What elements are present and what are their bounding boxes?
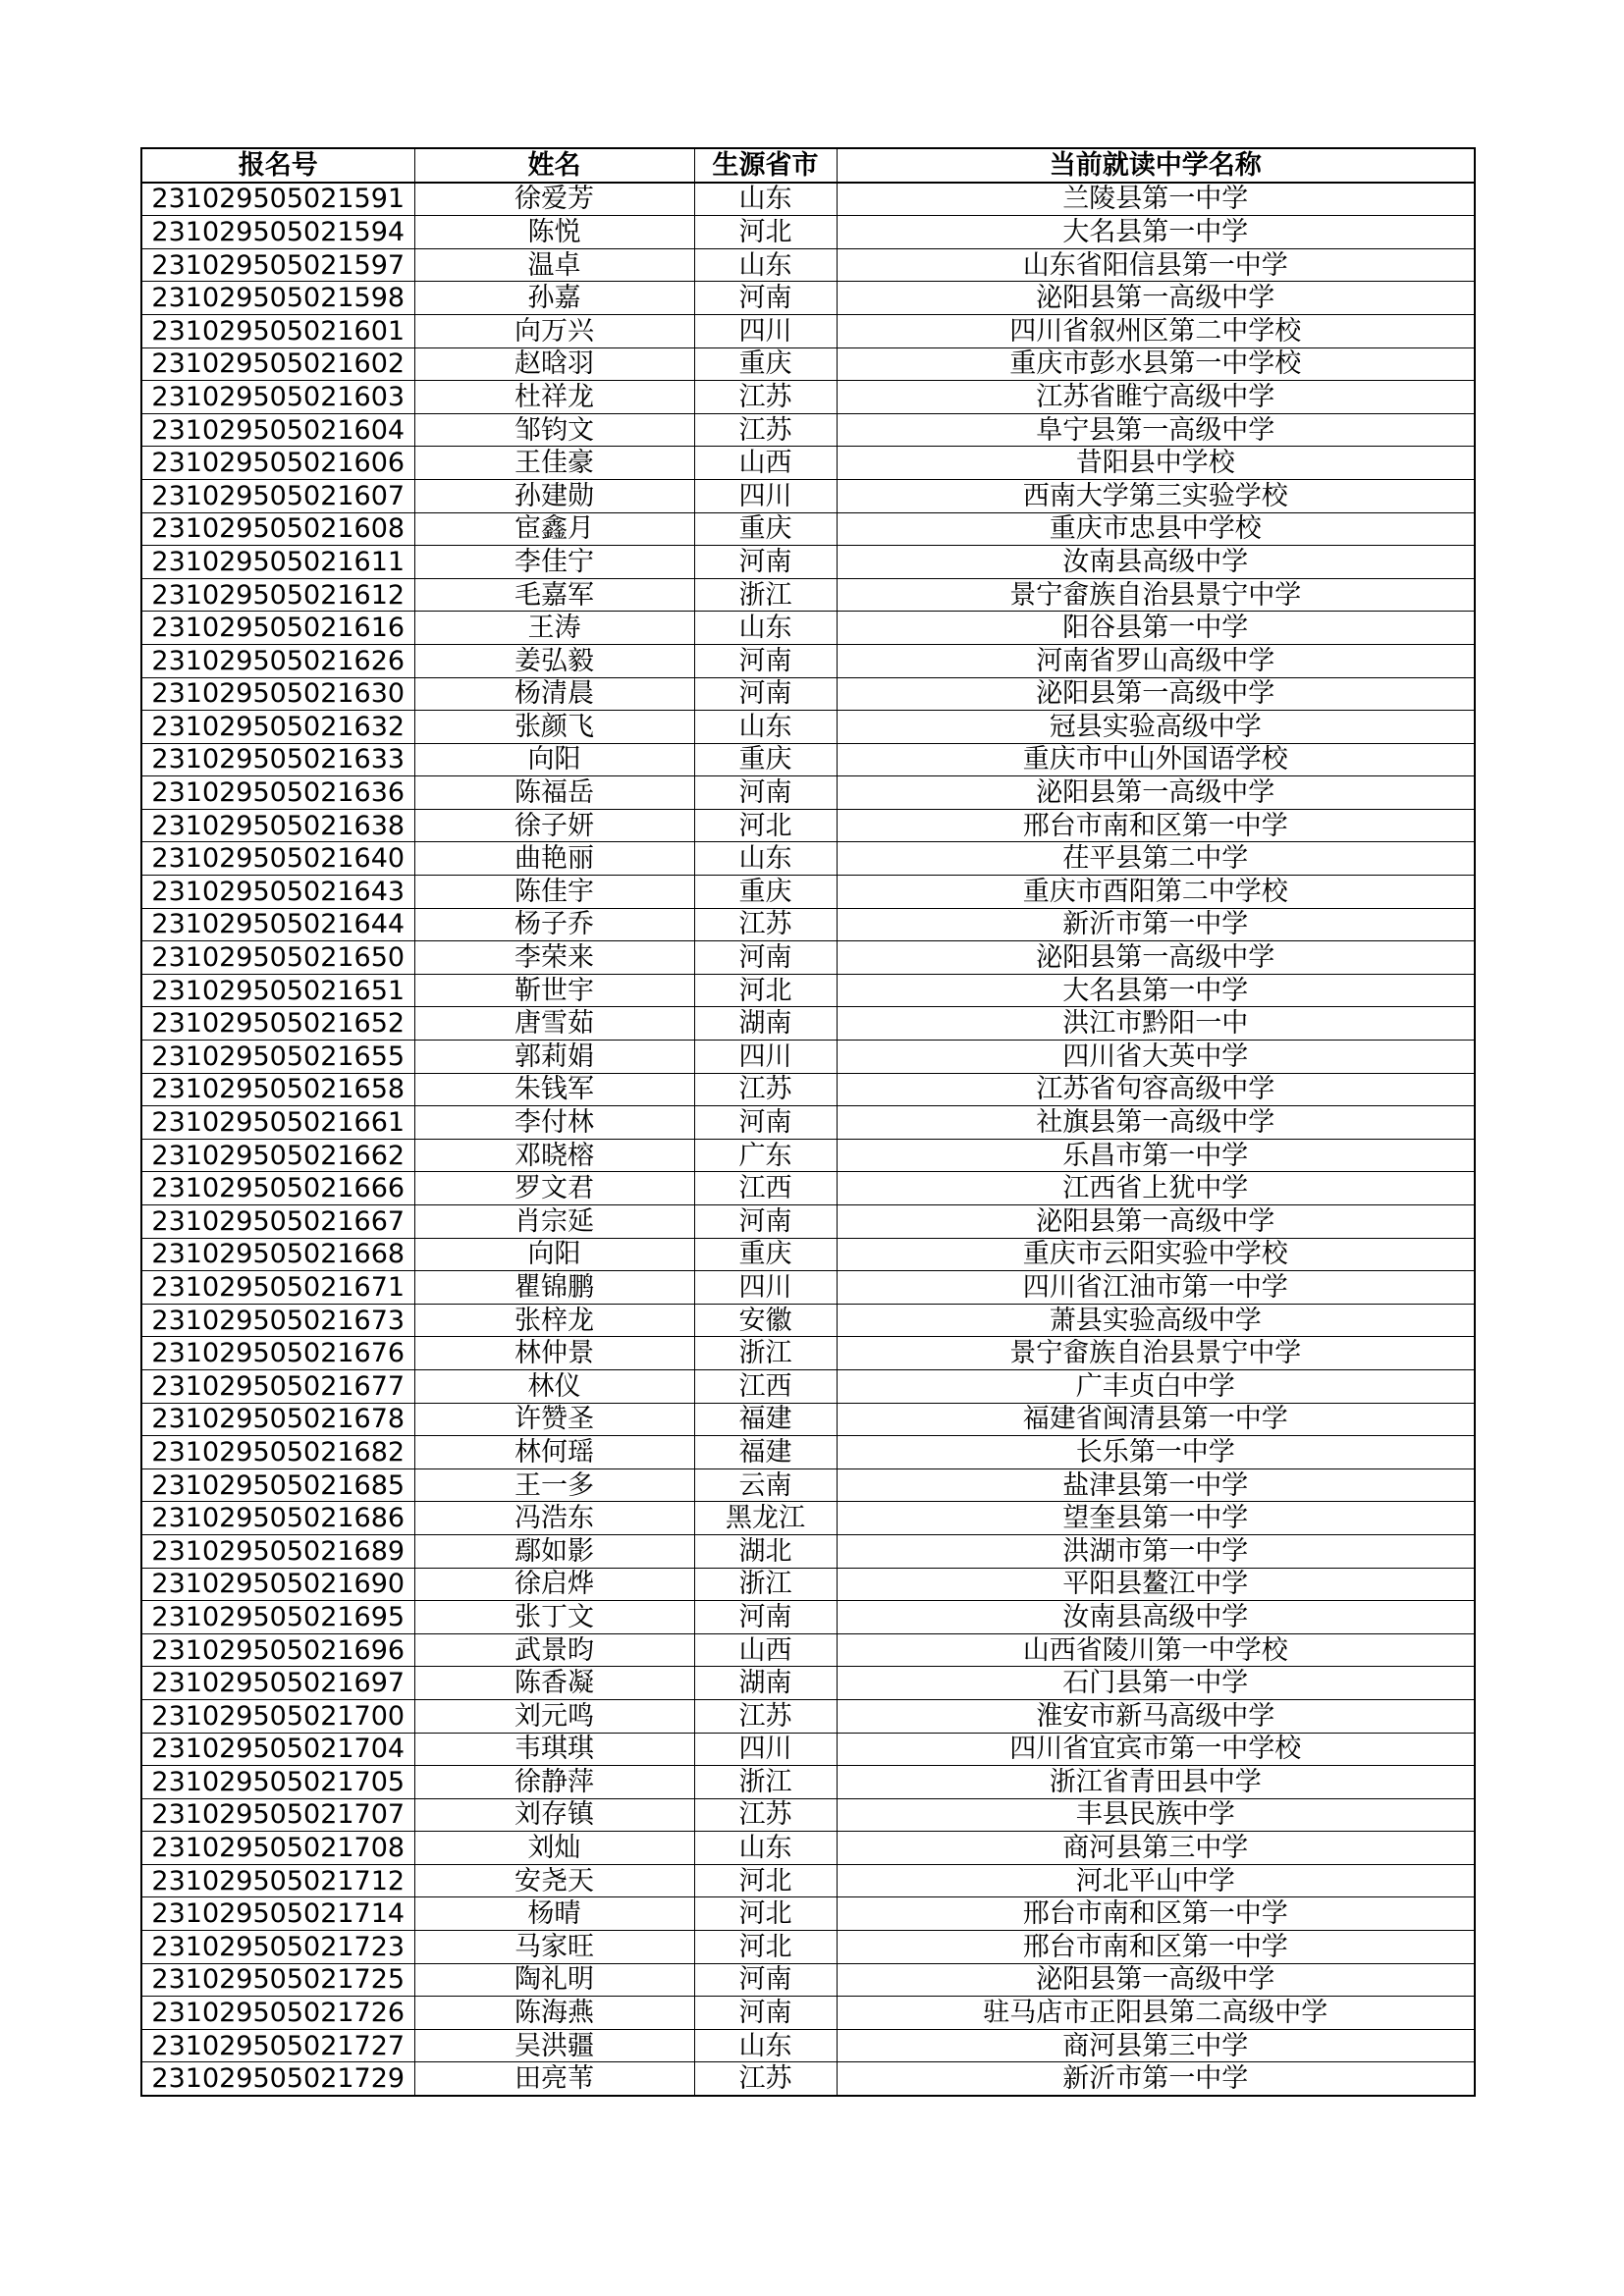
cell-name: 杨子乔 (414, 908, 694, 941)
cell-province: 山东 (694, 612, 837, 645)
cell-province: 河南 (694, 1997, 837, 2030)
table-row (141, 1832, 1475, 1865)
cell-name: 向阳 (414, 1238, 694, 1271)
table-row (141, 1436, 1475, 1469)
cell-name: 刘存镇 (414, 1798, 694, 1832)
cell-province: 江苏 (694, 413, 837, 447)
cell-province: 河北 (694, 1864, 837, 1897)
cell-registration-number: 231029505021729 (141, 2062, 414, 2096)
cell-province: 河南 (694, 644, 837, 677)
cell-province: 重庆 (694, 1238, 837, 1271)
cell-registration-number: 231029505021636 (141, 776, 414, 810)
cell-school: 汝南县高级中学 (837, 546, 1475, 579)
cell-name: 徐子妍 (414, 809, 694, 842)
cell-school: 重庆市云阳实验中学校 (837, 1238, 1475, 1271)
cell-province: 浙江 (694, 1337, 837, 1370)
cell-name: 孙建勋 (414, 479, 694, 512)
cell-school: 乐昌市第一中学 (837, 1139, 1475, 1172)
cell-province: 重庆 (694, 876, 837, 909)
cell-school: 盐津县第一中学 (837, 1468, 1475, 1502)
cell-registration-number: 231029505021686 (141, 1502, 414, 1535)
cell-registration-number: 231029505021658 (141, 1073, 414, 1106)
cell-registration-number: 231029505021638 (141, 809, 414, 842)
cell-school: 丰县民族中学 (837, 1798, 1475, 1832)
cell-registration-number: 231029505021725 (141, 1963, 414, 1997)
table-row (141, 1733, 1475, 1766)
cell-name: 田亮苇 (414, 2062, 694, 2096)
cell-name: 林何瑶 (414, 1436, 694, 1469)
cell-province: 四川 (694, 1271, 837, 1305)
cell-name: 许赞圣 (414, 1403, 694, 1436)
table-body (141, 183, 1475, 2096)
cell-school: 四川省叙州区第二中学校 (837, 314, 1475, 347)
cell-registration-number: 231029505021685 (141, 1468, 414, 1502)
table-row (141, 183, 1475, 216)
cell-registration-number: 231029505021662 (141, 1139, 414, 1172)
cell-province: 湖北 (694, 1534, 837, 1568)
cell-registration-number: 231029505021705 (141, 1766, 414, 1799)
cell-registration-number: 231029505021697 (141, 1667, 414, 1700)
cell-registration-number: 231029505021707 (141, 1798, 414, 1832)
cell-province: 浙江 (694, 1568, 837, 1601)
cell-province: 山东 (694, 2029, 837, 2062)
cell-name: 陈海燕 (414, 1997, 694, 2030)
table-row (141, 1997, 1475, 2030)
cell-province: 河南 (694, 546, 837, 579)
cell-province: 河北 (694, 216, 837, 249)
table-row (141, 941, 1475, 975)
cell-registration-number: 231029505021668 (141, 1238, 414, 1271)
cell-province: 江苏 (694, 908, 837, 941)
cell-registration-number: 231029505021726 (141, 1997, 414, 2030)
table-row (141, 347, 1475, 381)
table-row (141, 1139, 1475, 1172)
cell-name: 张丁文 (414, 1601, 694, 1634)
cell-school: 浙江省青田县中学 (837, 1766, 1475, 1799)
table-row (141, 1271, 1475, 1305)
cell-school: 石门县第一中学 (837, 1667, 1475, 1700)
cell-school: 新沂市第一中学 (837, 2062, 1475, 2096)
cell-name: 李佳宁 (414, 546, 694, 579)
cell-province: 山东 (694, 183, 837, 216)
cell-school: 洪江市黔阳一中 (837, 1007, 1475, 1041)
cell-school: 邢台市南和区第一中学 (837, 809, 1475, 842)
cell-school: 邢台市南和区第一中学 (837, 1897, 1475, 1931)
cell-school: 商河县第三中学 (837, 2029, 1475, 2062)
cell-name: 陈佳宇 (414, 876, 694, 909)
header-name: 姓名 (414, 148, 694, 183)
cell-province: 河南 (694, 1601, 837, 1634)
table-row (141, 1205, 1475, 1239)
cell-school: 大名县第一中学 (837, 974, 1475, 1007)
cell-name: 唐雪茹 (414, 1007, 694, 1041)
cell-school: 洪湖市第一中学 (837, 1534, 1475, 1568)
cell-name: 瞿锦鹏 (414, 1271, 694, 1305)
cell-name: 杜祥龙 (414, 381, 694, 414)
cell-registration-number: 231029505021682 (141, 1436, 414, 1469)
cell-province: 湖南 (694, 1667, 837, 1700)
cell-school: 河南省罗山高级中学 (837, 644, 1475, 677)
cell-school: 泌阳县第一高级中学 (837, 282, 1475, 315)
table-row (141, 1502, 1475, 1535)
cell-name: 徐启烨 (414, 1568, 694, 1601)
cell-school: 山西省陵川第一中学校 (837, 1633, 1475, 1667)
table-row (141, 2062, 1475, 2096)
cell-name: 曲艳丽 (414, 842, 694, 876)
cell-registration-number: 231029505021597 (141, 248, 414, 282)
cell-province: 河南 (694, 941, 837, 975)
cell-province: 河南 (694, 1106, 837, 1140)
cell-registration-number: 231029505021640 (141, 842, 414, 876)
cell-registration-number: 231029505021602 (141, 347, 414, 381)
cell-registration-number: 231029505021611 (141, 546, 414, 579)
cell-province: 河南 (694, 1963, 837, 1997)
cell-school: 新沂市第一中学 (837, 908, 1475, 941)
cell-name: 邓晓榕 (414, 1139, 694, 1172)
table-row (141, 1073, 1475, 1106)
cell-school: 阳谷县第一中学 (837, 612, 1475, 645)
cell-school: 重庆市忠县中学校 (837, 512, 1475, 546)
table-row (141, 1568, 1475, 1601)
cell-name: 宦鑫月 (414, 512, 694, 546)
cell-registration-number: 231029505021594 (141, 216, 414, 249)
table-row (141, 974, 1475, 1007)
cell-name: 杨清晨 (414, 677, 694, 711)
cell-registration-number: 231029505021671 (141, 1271, 414, 1305)
cell-school: 泌阳县第一高级中学 (837, 1205, 1475, 1239)
cell-province: 四川 (694, 1733, 837, 1766)
cell-name: 冯浩东 (414, 1502, 694, 1535)
cell-registration-number: 231029505021643 (141, 876, 414, 909)
cell-school: 重庆市酉阳第二中学校 (837, 876, 1475, 909)
cell-province: 河北 (694, 809, 837, 842)
cell-school: 广丰贞白中学 (837, 1369, 1475, 1403)
table-row (141, 1337, 1475, 1370)
cell-school: 驻马店市正阳县第二高级中学 (837, 1997, 1475, 2030)
cell-school: 重庆市中山外国语学校 (837, 743, 1475, 776)
cell-registration-number: 231029505021673 (141, 1304, 414, 1337)
cell-school: 社旗县第一高级中学 (837, 1106, 1475, 1140)
cell-province: 江苏 (694, 1699, 837, 1733)
cell-province: 浙江 (694, 1766, 837, 1799)
table-row (141, 1172, 1475, 1205)
cell-name: 张颜飞 (414, 711, 694, 744)
header-row (141, 148, 1475, 183)
header-province: 生源省市 (694, 148, 837, 183)
cell-registration-number: 231029505021606 (141, 447, 414, 480)
table-row (141, 711, 1475, 744)
table-row (141, 413, 1475, 447)
cell-school: 河北平山中学 (837, 1864, 1475, 1897)
cell-province: 河南 (694, 776, 837, 810)
cell-school: 四川省大英中学 (837, 1041, 1475, 1074)
cell-name: 王涛 (414, 612, 694, 645)
table-row (141, 1403, 1475, 1436)
cell-province: 江西 (694, 1172, 837, 1205)
cell-registration-number: 231029505021598 (141, 282, 414, 315)
cell-registration-number: 231029505021690 (141, 1568, 414, 1601)
cell-school: 山东省阳信县第一中学 (837, 248, 1475, 282)
cell-school: 商河县第三中学 (837, 1832, 1475, 1865)
cell-registration-number: 231029505021650 (141, 941, 414, 975)
cell-school: 四川省宜宾市第一中学校 (837, 1733, 1475, 1766)
cell-name: 安尧天 (414, 1864, 694, 1897)
cell-registration-number: 231029505021633 (141, 743, 414, 776)
cell-registration-number: 231029505021727 (141, 2029, 414, 2062)
cell-school: 泌阳县第一高级中学 (837, 941, 1475, 975)
table-header (141, 148, 1475, 183)
table-row (141, 578, 1475, 612)
cell-registration-number: 231029505021630 (141, 677, 414, 711)
cell-province: 安徽 (694, 1304, 837, 1337)
cell-name: 陈悦 (414, 216, 694, 249)
cell-school: 四川省江油市第一中学 (837, 1271, 1475, 1305)
student-list-table (140, 147, 1476, 2097)
cell-registration-number: 231029505021708 (141, 1832, 414, 1865)
table-row (141, 1238, 1475, 1271)
table-row (141, 1931, 1475, 1964)
cell-province: 浙江 (694, 578, 837, 612)
table-row (141, 381, 1475, 414)
cell-name: 刘灿 (414, 1832, 694, 1865)
cell-name: 徐静萍 (414, 1766, 694, 1799)
cell-name: 张梓龙 (414, 1304, 694, 1337)
cell-name: 向万兴 (414, 314, 694, 347)
cell-province: 四川 (694, 1041, 837, 1074)
cell-province: 湖南 (694, 1007, 837, 1041)
cell-school: 大名县第一中学 (837, 216, 1475, 249)
cell-school: 昔阳县中学校 (837, 447, 1475, 480)
table-row (141, 2029, 1475, 2062)
cell-registration-number: 231029505021678 (141, 1403, 414, 1436)
table-row (141, 644, 1475, 677)
cell-school: 邢台市南和区第一中学 (837, 1931, 1475, 1964)
cell-name: 李荣来 (414, 941, 694, 975)
cell-name: 陈香凝 (414, 1667, 694, 1700)
cell-province: 河北 (694, 974, 837, 1007)
cell-province: 河南 (694, 1205, 837, 1239)
cell-province: 山东 (694, 711, 837, 744)
cell-registration-number: 231029505021666 (141, 1172, 414, 1205)
cell-school: 萧县实验高级中学 (837, 1304, 1475, 1337)
cell-registration-number: 231029505021704 (141, 1733, 414, 1766)
cell-name: 吴洪疆 (414, 2029, 694, 2062)
cell-province: 广东 (694, 1139, 837, 1172)
cell-school: 江苏省睢宁高级中学 (837, 381, 1475, 414)
cell-registration-number: 231029505021655 (141, 1041, 414, 1074)
cell-province: 黑龙江 (694, 1502, 837, 1535)
cell-name: 姜弘毅 (414, 644, 694, 677)
cell-name: 韦琪琪 (414, 1733, 694, 1766)
cell-school: 泌阳县第一高级中学 (837, 776, 1475, 810)
cell-school: 江苏省句容高级中学 (837, 1073, 1475, 1106)
cell-school: 西南大学第三实验学校 (837, 479, 1475, 512)
cell-province: 江苏 (694, 381, 837, 414)
cell-school: 望奎县第一中学 (837, 1502, 1475, 1535)
cell-name: 杨晴 (414, 1897, 694, 1931)
table-row (141, 216, 1475, 249)
cell-name: 温卓 (414, 248, 694, 282)
cell-registration-number: 231029505021677 (141, 1369, 414, 1403)
table-row (141, 1007, 1475, 1041)
cell-name: 朱钱军 (414, 1073, 694, 1106)
cell-school: 重庆市彭水县第一中学校 (837, 347, 1475, 381)
cell-name: 李付林 (414, 1106, 694, 1140)
cell-province: 江西 (694, 1369, 837, 1403)
cell-name: 陈福岳 (414, 776, 694, 810)
cell-registration-number: 231029505021644 (141, 908, 414, 941)
cell-school: 茌平县第二中学 (837, 842, 1475, 876)
cell-name: 肖宗延 (414, 1205, 694, 1239)
table-row (141, 1798, 1475, 1832)
cell-school: 福建省闽清县第一中学 (837, 1403, 1475, 1436)
cell-registration-number: 231029505021603 (141, 381, 414, 414)
cell-registration-number: 231029505021601 (141, 314, 414, 347)
cell-province: 山东 (694, 248, 837, 282)
cell-name: 陶礼明 (414, 1963, 694, 1997)
cell-school: 景宁畲族自治县景宁中学 (837, 1337, 1475, 1370)
cell-province: 河北 (694, 1931, 837, 1964)
table-row (141, 1897, 1475, 1931)
cell-registration-number: 231029505021696 (141, 1633, 414, 1667)
cell-province: 山西 (694, 1633, 837, 1667)
cell-registration-number: 231029505021626 (141, 644, 414, 677)
table-row (141, 447, 1475, 480)
table-row (141, 677, 1475, 711)
cell-province: 河南 (694, 677, 837, 711)
cell-name: 徐爱芳 (414, 183, 694, 216)
table-row (141, 1601, 1475, 1634)
table-row (141, 1699, 1475, 1733)
cell-name: 马家旺 (414, 1931, 694, 1964)
cell-name: 毛嘉军 (414, 578, 694, 612)
cell-name: 王佳豪 (414, 447, 694, 480)
table-row (141, 314, 1475, 347)
table-row (141, 612, 1475, 645)
table-row (141, 282, 1475, 315)
table-row (141, 1041, 1475, 1074)
table-row (141, 1667, 1475, 1700)
cell-name: 王一多 (414, 1468, 694, 1502)
header-registration-number: 报名号 (141, 148, 414, 183)
cell-name: 靳世宇 (414, 974, 694, 1007)
cell-province: 福建 (694, 1436, 837, 1469)
table-row (141, 776, 1475, 810)
table-row (141, 1369, 1475, 1403)
table-row (141, 546, 1475, 579)
cell-school: 淮安市新马高级中学 (837, 1699, 1475, 1733)
cell-school: 江西省上犹中学 (837, 1172, 1475, 1205)
cell-registration-number: 231029505021676 (141, 1337, 414, 1370)
cell-province: 山西 (694, 447, 837, 480)
cell-registration-number: 231029505021695 (141, 1601, 414, 1634)
cell-registration-number: 231029505021652 (141, 1007, 414, 1041)
cell-province: 四川 (694, 479, 837, 512)
table-row (141, 248, 1475, 282)
cell-name: 孙嘉 (414, 282, 694, 315)
table-row (141, 512, 1475, 546)
cell-province: 江苏 (694, 2062, 837, 2096)
cell-province: 河南 (694, 282, 837, 315)
cell-school: 冠县实验高级中学 (837, 711, 1475, 744)
cell-registration-number: 231029505021604 (141, 413, 414, 447)
table-row (141, 1304, 1475, 1337)
cell-school: 兰陵县第一中学 (837, 183, 1475, 216)
cell-name: 刘元鸣 (414, 1699, 694, 1733)
table-row (141, 1766, 1475, 1799)
cell-registration-number: 231029505021632 (141, 711, 414, 744)
cell-registration-number: 231029505021616 (141, 612, 414, 645)
cell-name: 林仪 (414, 1369, 694, 1403)
table-row (141, 842, 1475, 876)
cell-name: 鄢如影 (414, 1534, 694, 1568)
cell-province: 山东 (694, 1832, 837, 1865)
cell-province: 重庆 (694, 347, 837, 381)
table-row (141, 1468, 1475, 1502)
table-row (141, 809, 1475, 842)
cell-province: 重庆 (694, 743, 837, 776)
cell-province: 江苏 (694, 1073, 837, 1106)
cell-school: 汝南县高级中学 (837, 1601, 1475, 1634)
table-row (141, 908, 1475, 941)
cell-school: 泌阳县第一高级中学 (837, 1963, 1475, 1997)
cell-school: 景宁畲族自治县景宁中学 (837, 578, 1475, 612)
cell-registration-number: 231029505021651 (141, 974, 414, 1007)
cell-registration-number: 231029505021712 (141, 1864, 414, 1897)
cell-province: 河北 (694, 1897, 837, 1931)
cell-registration-number: 231029505021723 (141, 1931, 414, 1964)
cell-registration-number: 231029505021612 (141, 578, 414, 612)
table-row (141, 1963, 1475, 1997)
cell-province: 云南 (694, 1468, 837, 1502)
cell-name: 向阳 (414, 743, 694, 776)
table-row (141, 1864, 1475, 1897)
cell-province: 江苏 (694, 1798, 837, 1832)
cell-registration-number: 231029505021608 (141, 512, 414, 546)
cell-registration-number: 231029505021591 (141, 183, 414, 216)
cell-name: 林仲景 (414, 1337, 694, 1370)
cell-province: 四川 (694, 314, 837, 347)
table-row (141, 876, 1475, 909)
table-row (141, 1633, 1475, 1667)
cell-registration-number: 231029505021714 (141, 1897, 414, 1931)
cell-school: 平阳县鳌江中学 (837, 1568, 1475, 1601)
cell-school: 泌阳县第一高级中学 (837, 677, 1475, 711)
cell-name: 郭莉娟 (414, 1041, 694, 1074)
cell-school: 长乐第一中学 (837, 1436, 1475, 1469)
cell-name: 邹钧文 (414, 413, 694, 447)
cell-name: 罗文君 (414, 1172, 694, 1205)
table-row (141, 479, 1475, 512)
cell-province: 重庆 (694, 512, 837, 546)
cell-registration-number: 231029505021661 (141, 1106, 414, 1140)
cell-province: 福建 (694, 1403, 837, 1436)
table-row (141, 1106, 1475, 1140)
table-row (141, 743, 1475, 776)
cell-registration-number: 231029505021607 (141, 479, 414, 512)
cell-school: 阜宁县第一高级中学 (837, 413, 1475, 447)
cell-registration-number: 231029505021689 (141, 1534, 414, 1568)
cell-name: 武景昀 (414, 1633, 694, 1667)
cell-registration-number: 231029505021667 (141, 1205, 414, 1239)
table-row (141, 1534, 1475, 1568)
cell-name: 赵晗羽 (414, 347, 694, 381)
header-school: 当前就读中学名称 (837, 148, 1475, 183)
cell-province: 山东 (694, 842, 837, 876)
cell-registration-number: 231029505021700 (141, 1699, 414, 1733)
